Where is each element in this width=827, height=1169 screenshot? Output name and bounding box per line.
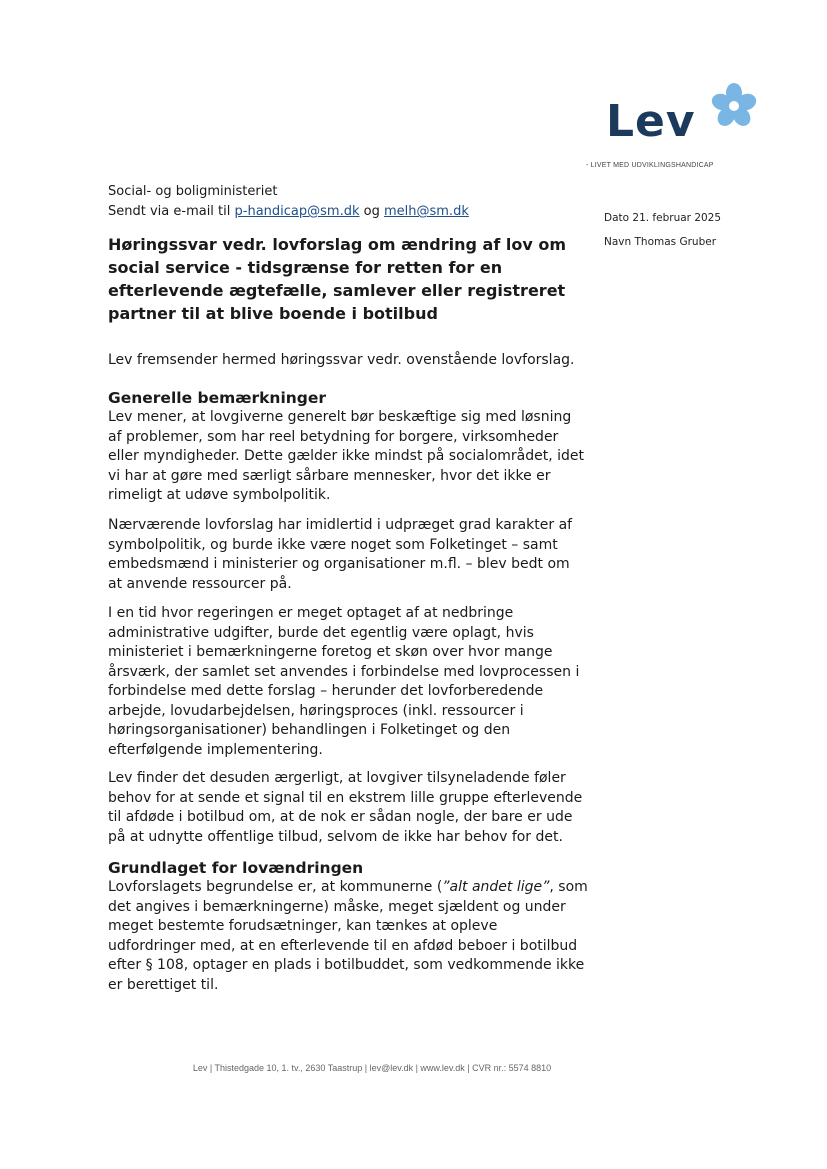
email-link-melh[interactable]: melh@sm.dk	[383, 204, 469, 219]
sent-line	[108, 202, 469, 222]
email-link-handicap[interactable]: p-handicap@sm.dk	[234, 204, 360, 219]
italic-quote: ”alt andet lige”	[442, 879, 550, 895]
recipient-block	[108, 182, 469, 222]
recipient-org: Social- og boligministeriet	[108, 184, 278, 199]
flower-icon	[704, 82, 760, 132]
lev-logo	[586, 82, 760, 172]
letter-meta	[604, 206, 721, 254]
sent-prefix: Sendt via e-mail til	[108, 204, 231, 219]
document-title: Høringssvar vedr. lovforslag om ændring af lov om social service - tidsgrænse for retten for en efterlevende ægtefælle, samlever eller registreret partner til at blive boende i botilbud	[108, 235, 567, 323]
name-field: Navn Thomas Gruber	[604, 236, 717, 248]
section-heading-general: Generelle bemærkninger	[108, 389, 327, 407]
intro-paragraph: Lev fremsender hermed høringssvar vedr. ovenstående lovforslag.	[108, 352, 575, 368]
paragraph: Lev finder det desuden ærgerligt, at lovgiver tilsyneladende føler behov for at sende et signal til en ekstrem lille gruppe efterlevende til afdøde i botilbud om, at de nok er sådan nogle, der bare er ude på at udnytte offentlige tilbud, selvom de ikke har behov for det.	[108, 770, 583, 845]
paragraph: Nærværende lovforslag har imidlertid i udpræget grad karakter af symbolpolitik, og burde ikke være noget som Folketinget – samt embedsmænd i ministerier og organisationer m.fl. – blev bedt om at anvende ressourcer på.	[108, 517, 573, 592]
logo-tagline: - LIVET MED UDVIKLINGSHANDICAP	[586, 162, 714, 169]
logo-wordmark: Lev	[606, 96, 696, 147]
paragraph: Lev mener, at lovgiverne generelt bør beskæftige sig med løsning af problemer, som har reel betydning for borgere, virksomheder eller myndigheder. Dette gælder ikke mindst på socialområdet, idet vi har at gøre med særligt sårbare mennesker, hvor det ikke er rimeligt at udøve symbolpolitik.	[108, 409, 585, 503]
section-basis-p1	[108, 878, 588, 995]
section-general-p4	[108, 769, 588, 847]
text-run: Lovforslagets begrundelse er, at kommunerne (	[108, 879, 443, 895]
section-general-p2	[108, 516, 588, 594]
date-field: Dato 21. februar 2025	[604, 212, 722, 224]
section-heading-basis: Grundlaget for lovændringen	[108, 859, 364, 877]
paragraph	[108, 878, 588, 995]
paragraph: I en tid hvor regeringen er meget optaget af at nedbringe administrative udgifter, burde det egentlig være oplagt, hvis ministeriet i bemærkningerne foretog et skøn over hvor mange årsværk, der samlet set anvendes i forbindelse med lovprocessen i forbindelse med dette forslag – herunder det lovforberedende arbejde, lovudarbejdelsen, høringsproces (inkl. ressourcer i høringsorganisationer) behandlingen i Folketinget og den efterfølgende implementering.	[108, 605, 580, 758]
and-word: og	[363, 204, 380, 219]
page-footer: Lev | Thistedgade 10, 1. tv., 2630 Taastrup | lev@lev.dk | www.lev.dk | CVR nr.: 5574 8810	[192, 1063, 552, 1073]
section-general-p1	[108, 408, 588, 506]
text-run: , som det angives i bemærkningerne) måske, meget sjældent og under meget bestemte forudsætninger, kan tænkes at opleve udfordringer med, at en efterlevende til en afdød beboer i botilbud efter § 108, optager en plads i botilbuddet, som vedkommende ikke er berettiget til.	[108, 879, 588, 993]
section-general-p3	[108, 604, 588, 760]
